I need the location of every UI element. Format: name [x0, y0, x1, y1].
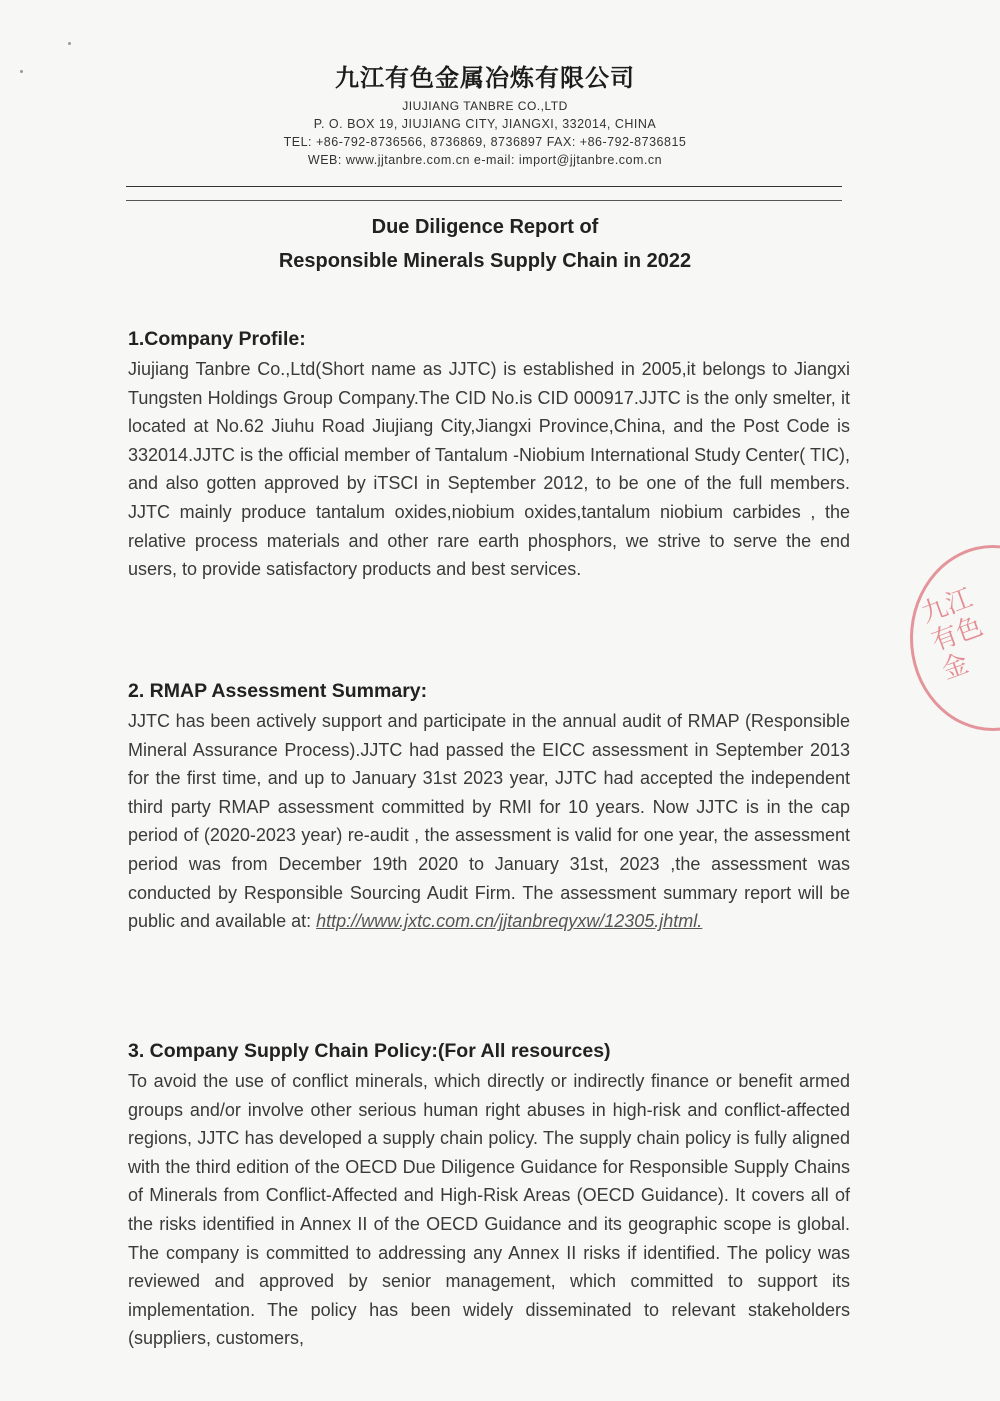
section-heading: 1.Company Profile: [128, 328, 306, 350]
section-body: To avoid the use of conflict minerals, which directly or indirectly finance or benefit armed groups and/or involve other serious human right abuses in high-risk and conflict-affected regions, JJTC has developed a supply chain policy. The supply chain policy is fully aligned with the third edition of the OECD Due Diligence Guidance for Responsible Supply Chains of Minerals from Conflict-Affected and High-Risk Areas (OECD Guidance). It covers all of the risks identified in Annex II of the OECD Guidance and its geographic scope is global. The company is committed to addressing any Annex II risks if identified. The policy was reviewed and approved by senior management, which committed to support its implementation. The policy has been widely disseminated to relevant stakeholders (suppliers, customers, [128, 1071, 850, 1349]
section-rmap-summary [128, 680, 850, 936]
company-name-english: JIUJIANG TANBRE CO.,LTD [402, 99, 568, 113]
company-name-chinese: 九江有色金属冶炼有限公司 [335, 64, 635, 92]
section-body: Jiujiang Tanbre Co.,Ltd(Short name as JJTC) is established in 2005,it belongs to Jiangxi Tungsten Holdings Group Company.The CID No.is CID 000917.JJTC is the only smelter, it located at No.62 Jiuhu Road Jiujiang City,Jiangxi Province,China, and the Post Code is 332014.JJTC is the official member of Tantalum -Niobium International Study Center( TIC), and also gotten approved by iTSCI in September 2012, to be one of the full members. JJTC mainly produce tantalum oxides,niobium oxides,tantalum niobium carbides , the relative process materials and other rare earth phosphors, we strive to serve the end users, to provide satisfactory products and best services. [128, 359, 850, 580]
company-web: WEB: www.jjtanbre.com.cn e-mail: import@jjtanbre.com.cn [307, 153, 663, 167]
letterhead-divider [126, 200, 842, 201]
section-body [128, 707, 850, 936]
scan-speck [68, 42, 71, 45]
section-body-text: JJTC has been actively support and participate in the annual audit of RMAP (Responsible Mineral Assurance Process).JJTC had passed the EICC assessment in September 2013 for the first time, and up to January 31st 2023 year, JJTC had accepted the independent third party RMAP assessment committed by RMI for 10 years. Now JJTC is in the cap period of (2020-2023 year) re-audit , the assessment is valid for one year, the assessment period was from December 19th 2020 to January 31st, 2023 ,the assessment was conducted by Responsible Sourcing Audit Firm. The assessment summary report will be public and available at: [128, 711, 850, 932]
section-company-profile [128, 328, 850, 584]
section-heading: 2. RMAP Assessment Summary: [128, 680, 428, 702]
report-title-line1: Due Diligence Report of [371, 216, 599, 238]
report-title-line2: Responsible Minerals Supply Chain in 2022 [278, 250, 692, 272]
assessment-report-link[interactable]: http://www.jxtc.com.cn/jjtanbreqyxw/12305.jhtml. [316, 911, 703, 932]
stamp-text: 九江有色金 [917, 583, 987, 686]
letterhead-divider [126, 186, 842, 187]
letterhead [120, 58, 850, 167]
section-supply-chain-policy [128, 1040, 850, 1353]
company-address: P. O. BOX 19, JIUJIANG CITY, JIANGXI, 332014, CHINA [313, 117, 657, 131]
company-contact: TEL: +86-792-8736566, 8736869, 8736897 FAX: +86-792-8736815 [283, 135, 687, 149]
section-heading: 3. Company Supply Chain Policy:(For All resources) [128, 1040, 611, 1062]
scan-speck [20, 70, 23, 73]
company-seal-stamp [910, 545, 1000, 731]
